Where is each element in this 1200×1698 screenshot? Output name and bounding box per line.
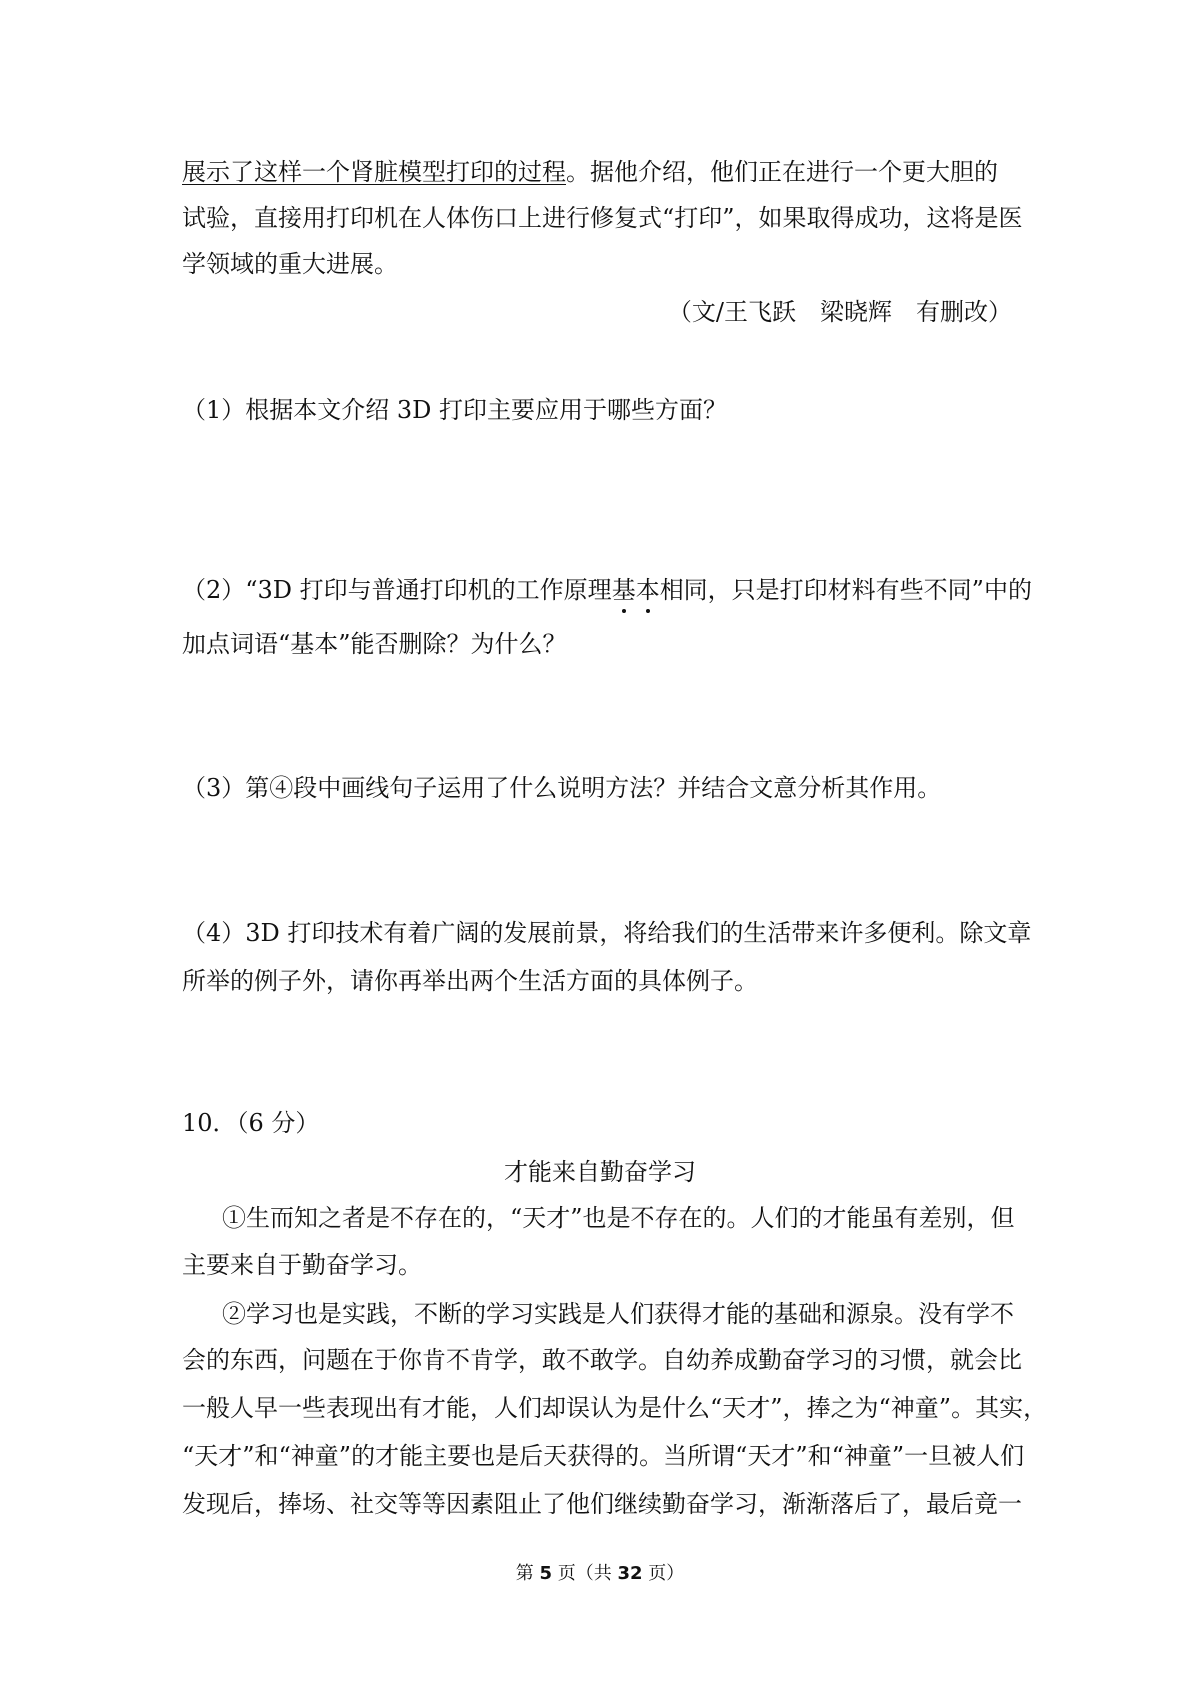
paragraph-2-line-1: ②学习也是实践，不断的学习实践是人们获得才能的基础和源泉。没有学不 — [222, 1300, 1014, 1328]
passage-source: （文/王飞跃 梁晓辉 有删改） — [667, 298, 1012, 326]
question-4-line-2: 所举的例子外，请你再举出两个生活方面的具体例子。 — [182, 967, 758, 995]
footer-suffix: 页） — [642, 1563, 685, 1584]
footer-middle: 页（共 — [552, 1563, 618, 1584]
dotted-char-2: 本 — [635, 576, 660, 604]
question-2-text-b: 相同，只是打印材料有些不同”中的 — [659, 576, 1032, 604]
passage-line-3: 学领域的重大进展。 — [182, 250, 398, 278]
paragraph-2-line-5: 发现后，捧场、社交等等因素阻止了他们继续勤奋学习，渐渐落后了，最后竟一 — [182, 1490, 1022, 1518]
passage-line-1-rest: 。据他介绍，他们正在进行一个更大胆的 — [566, 158, 998, 186]
page-footer — [0, 1562, 1200, 1586]
paragraph-1-line-1: ①生而知之者是不存在的，“天才”也是不存在的。人们的才能虽有差别，但 — [222, 1204, 1015, 1232]
paragraph-2-line-2: 会的东西，问题在于你肯不肯学，敢不敢学。自幼养成勤奋学习的习惯，就会比 — [182, 1346, 1022, 1374]
page-number: 5 — [539, 1563, 552, 1584]
paragraph-1-line-2: 主要来自于勤奋学习。 — [182, 1251, 422, 1279]
paragraph-2-line-4: “天才”和“神童”的才能主要也是后天获得的。当所谓“天才”和“神童”一旦被人们 — [182, 1442, 1025, 1470]
question-3: （3）第④段中画线句子运用了什么说明方法？并结合文意分析其作用。 — [182, 774, 942, 802]
total-pages: 32 — [617, 1563, 643, 1584]
passage-line-1 — [182, 157, 998, 187]
dotted-char-1: 基 — [611, 576, 636, 604]
question-2-text-a: （2）“3D 打印与普通打印机的工作原理 — [182, 576, 612, 604]
question-10-header: 10．（6 分） — [182, 1109, 320, 1137]
question-1: （1）根据本文介绍 3D 打印主要应用于哪些方面？ — [182, 396, 728, 424]
question-4-line-1: （4）3D 打印技术有着广阔的发展前景，将给我们的生活带来许多便利。除文章 — [182, 919, 1032, 947]
article-title: 才能来自勤奋学习 — [504, 1158, 696, 1186]
passage-line-2: 试验，直接用打印机在人体伤口上进行修复式“打印”，如果取得成功，这将是医 — [182, 204, 1023, 232]
underlined-sentence: 展示了这样一个肾脏模型打印的过程 — [182, 158, 566, 186]
paragraph-2-line-3: 一般人早一些表现出有才能，人们却误认为是什么“天才”，捧之为“神童”。其实， — [182, 1394, 1048, 1422]
footer-prefix: 第 — [515, 1563, 540, 1584]
question-2-line-1 — [182, 575, 1032, 605]
question-2-line-2: 加点词语“基本”能否删除？为什么？ — [182, 630, 567, 658]
